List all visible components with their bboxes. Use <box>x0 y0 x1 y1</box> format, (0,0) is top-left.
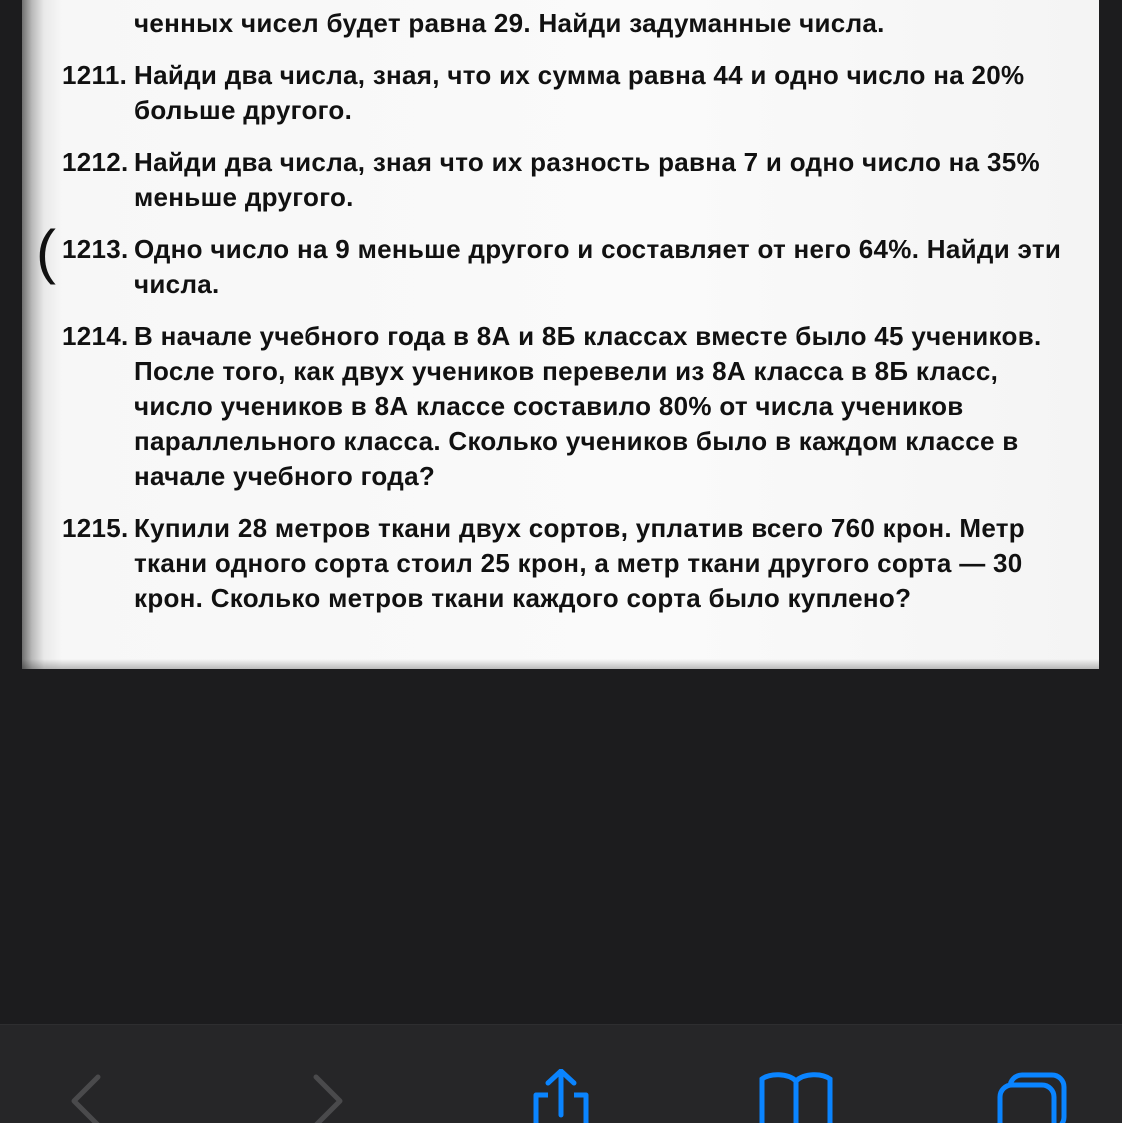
back-icon <box>58 1069 118 1123</box>
problem-number: 1212 . <box>62 145 132 180</box>
problem-1214 <box>62 319 1062 494</box>
page-text <box>62 0 1062 616</box>
forward-button[interactable] <box>296 1069 376 1123</box>
back-button[interactable] <box>58 1069 138 1123</box>
bookmarks-button[interactable] <box>758 1069 838 1123</box>
share-button[interactable] <box>528 1069 608 1123</box>
margin-bracket-mark: ( <box>36 218 56 285</box>
problem-text: Найди два числа, зная что их разность равна 7 и одно число на 35% меньше другого. <box>134 147 1040 212</box>
tabs-button[interactable] <box>996 1069 1076 1123</box>
problem-number: 1211 . <box>62 58 132 93</box>
share-icon <box>528 1069 598 1123</box>
tabs-icon <box>996 1069 1076 1123</box>
problem-text: Найди два числа, зная, что их сумма равна 44 и одно число на 20% больше другого. <box>134 60 1025 125</box>
bottom-toolbar <box>0 1024 1122 1123</box>
problem-text: В начале учебного года в 8А и 8Б классах вместе было 45 учеников. После того, как двух учеников перевели из 8А класса в 8Б класс, число учеников в 8А классе составило 80% от числа учеников параллельного класса. Сколько учеников было в каждом классе в начале учебного года? <box>134 321 1042 491</box>
intro-line: ченных чисел будет равна 29. Найди задуманные числа. <box>134 8 885 38</box>
problem-1215 <box>62 511 1062 616</box>
problem-text: Одно число на 9 меньше другого и составляет от него 64%. Найди эти числа. <box>134 234 1062 299</box>
page-edge-shadow <box>22 659 1099 669</box>
forward-icon <box>296 1069 356 1123</box>
problem-1211 <box>62 58 1062 128</box>
problem-text: Купили 28 метров ткани двух сортов, уплатив всего 760 крон. Метр ткани одного сорта стоил 25 крон, а метр ткани другого сорта — 30 крон. Сколько метров ткани каждого сорта было куплено? <box>134 513 1025 613</box>
problem-number: 1214 . <box>62 319 132 354</box>
problem-number: 1215 . <box>62 511 132 546</box>
problem-1212 <box>62 145 1062 215</box>
problem-number: 1213 . <box>62 232 132 267</box>
bookmarks-icon <box>758 1069 838 1123</box>
problem-1213 <box>62 232 1062 302</box>
textbook-page-photo <box>22 0 1099 669</box>
